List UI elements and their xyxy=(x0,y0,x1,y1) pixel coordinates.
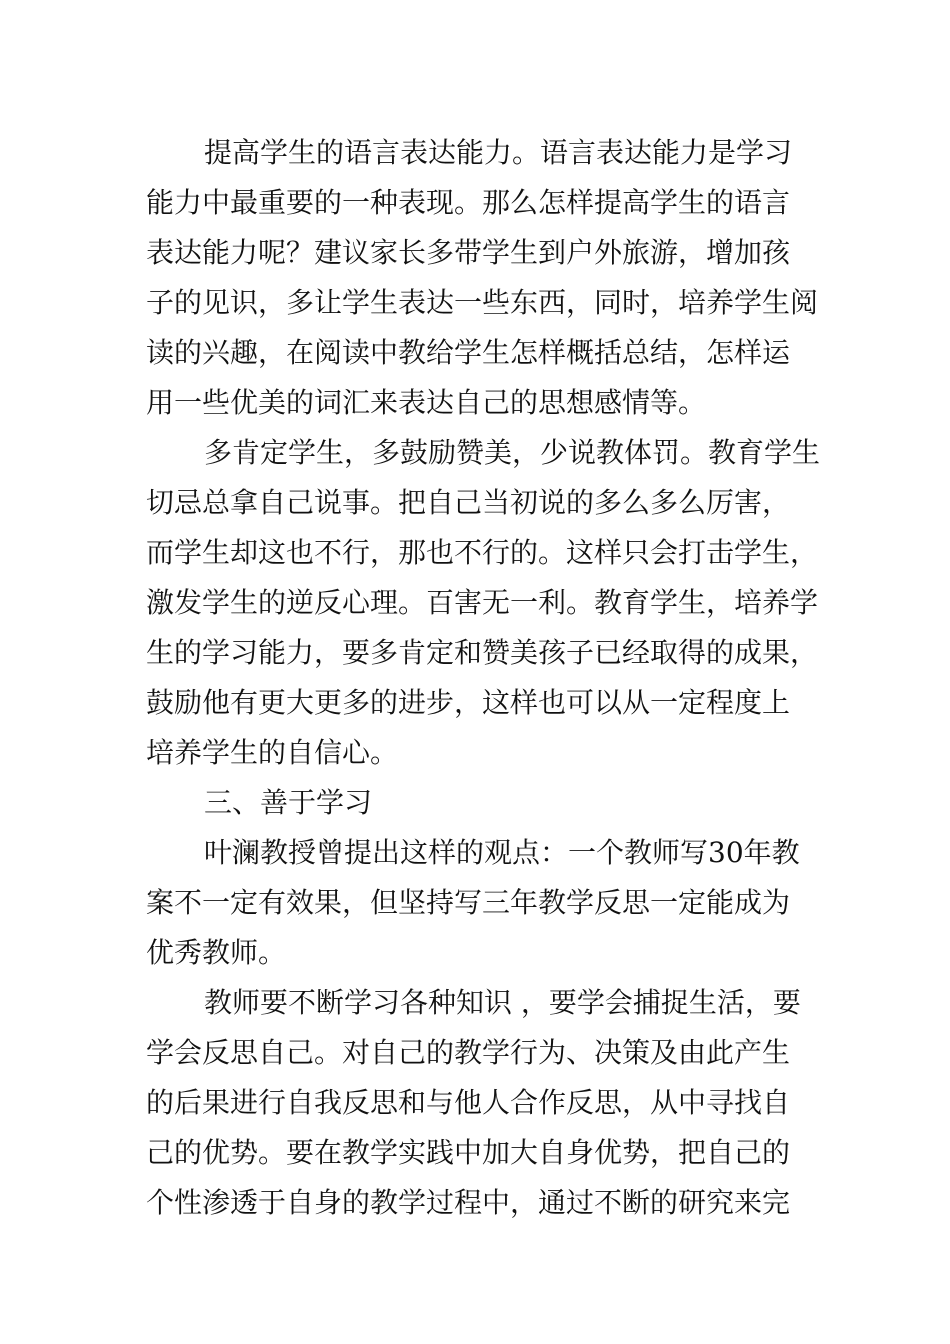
text-line: 培养学生的自信心。 xyxy=(146,736,399,769)
text-line: 多肯定学生，多鼓励赞美，少说教体罚。教育学生 xyxy=(204,436,821,469)
text-line: 读的兴趣，在阅读中教给学生怎样概括总结，怎样运 xyxy=(146,336,791,369)
document-body xyxy=(146,128,826,1228)
text-line: 用一些优美的词汇来表达自己的思想感情等。 xyxy=(146,386,707,419)
text-line: 的后果进行自我反思和与他人合作反思，从中寻找自 xyxy=(146,1086,791,1119)
text-line: 切忌总拿自己说事。把自己当初说的多么多么厉害， xyxy=(146,486,791,519)
text-line: 表达能力呢？建议家长多带学生到户外旅游，增加孩 xyxy=(146,236,791,269)
text-line: 学会反思自己。对自己的教学行为、决策及由此产生 xyxy=(146,1036,791,1069)
text-line: 己的优势。要在教学实践中加大自身优势，把自己的 xyxy=(146,1136,791,1169)
text-line: 子的见识，多让学生表达一些东西，同时，培养学生阅 xyxy=(146,286,819,319)
text-line: 而学生却这也不行，那也不行的。这样只会打击学生， xyxy=(146,536,819,569)
text-line: 叶澜教授曾提出这样的观点：一个教师写30年教 xyxy=(204,836,800,869)
text-line: 能力中最重要的一种表现。那么怎样提高学生的语言 xyxy=(146,186,791,219)
section-heading: 三、善于学习 xyxy=(204,786,373,819)
text-line: 优秀教师。 xyxy=(146,936,287,969)
text-line: 教师要不断学习各种知识 ，要学会捕捉生活，要 xyxy=(204,986,801,1019)
text-line: 个性渗透于自身的教学过程中，通过不断的研究来完 xyxy=(146,1186,791,1219)
text-line: 激发学生的逆反心理。百害无一利。教育学生，培养学 xyxy=(146,586,819,619)
text-line: 提高学生的语言表达能力。语言表达能力是学习 xyxy=(204,136,793,169)
text-line: 生的学习能力，要多肯定和赞美孩子已经取得的成果， xyxy=(146,636,819,669)
text-line: 鼓励他有更大更多的进步，这样也可以从一定程度上 xyxy=(146,686,791,719)
text-line: 案不一定有效果，但坚持写三年教学反思一定能成为 xyxy=(146,886,791,919)
